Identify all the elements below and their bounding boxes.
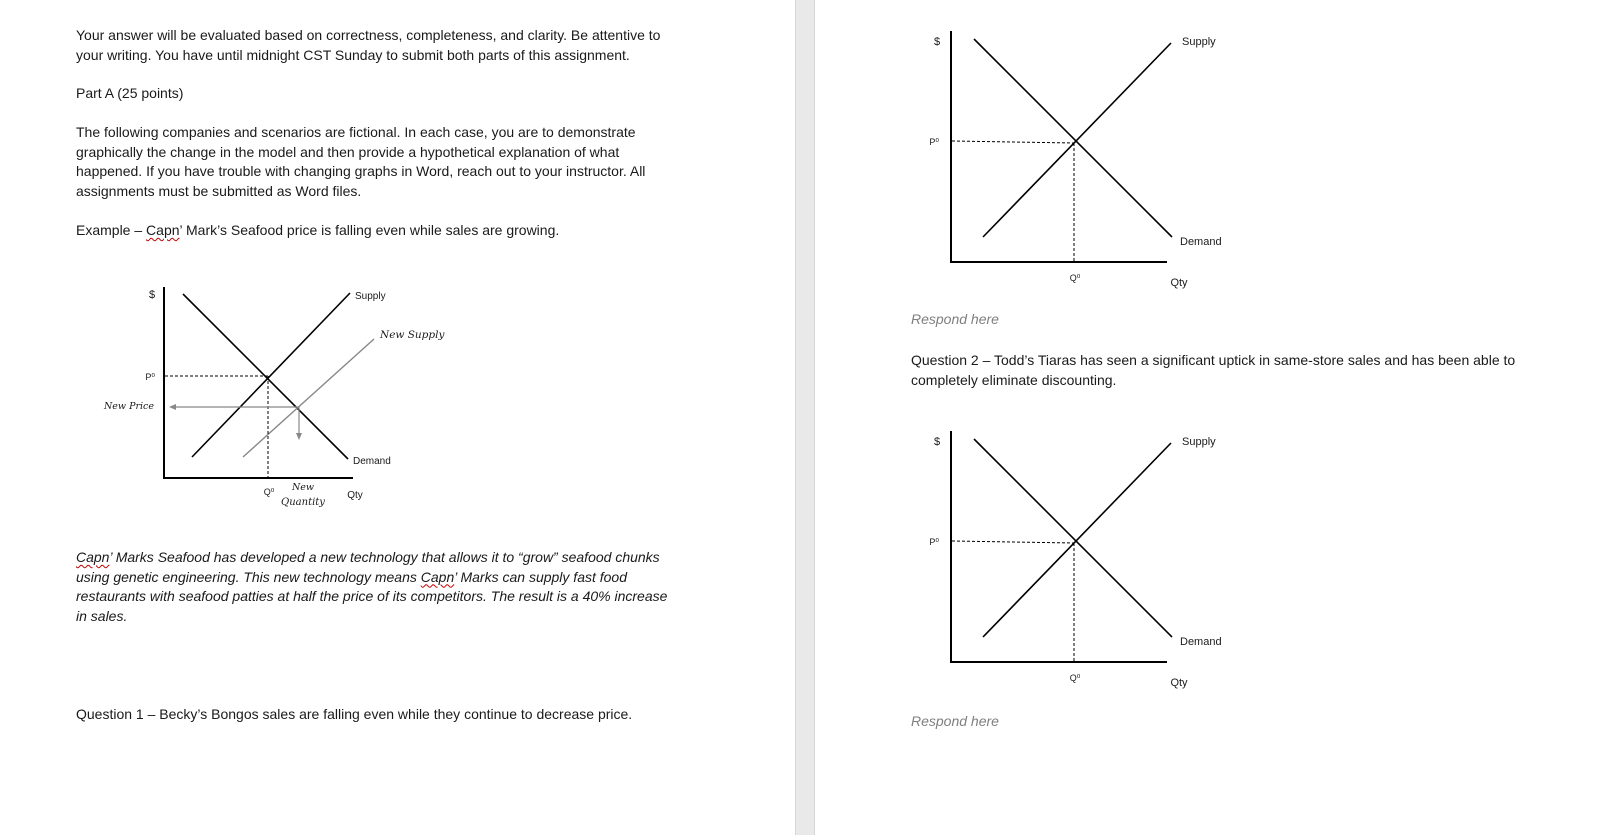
new-price-arrowhead [169, 404, 176, 410]
instructions-line: The following companies and scenarios are fictional. In each case, you are to demonstrate [76, 124, 636, 140]
demand-label: Demand [353, 456, 391, 467]
qty-label: Qty [1170, 277, 1188, 289]
spelling-flag-capn[interactable]: Capn [76, 549, 110, 565]
explanation-line: restaurants with seafood patties at half the price of its competitors. The result is a 40% increase [76, 588, 668, 604]
instructions-line: happened. If you have trouble with changing graphs in Word, reach out to your instructor. All [76, 163, 646, 179]
respond-here-placeholder-2[interactable]: Respond here [911, 713, 999, 729]
spelling-flag-capn[interactable]: Capn [420, 568, 455, 585]
spelling-flag-capn[interactable]: Capn [146, 222, 180, 238]
new-quantity-arrowhead [296, 433, 302, 440]
y-axis-dollar-label: $ [148, 289, 156, 301]
explanation-line: using genetic engineering. This new technology means Capn’ Marks can supply fast food [76, 568, 628, 585]
example-explanation-paragraph[interactable] [76, 548, 667, 626]
question-2-supply-demand-graph[interactable] [815, 400, 1615, 700]
demand-curve [974, 439, 1172, 637]
instructions-line: graphically the change in the model and then provide a hypothetical explanation of what [76, 143, 620, 160]
question-2-line: Question 2 – Todd’s Tiaras has seen a significant uptick in same-store sales and has been able to [911, 352, 1516, 368]
part-a-heading[interactable]: Part A (25 points) [76, 85, 184, 101]
document-page-left [0, 0, 795, 835]
q0-label: Q⁰ [263, 487, 275, 497]
new-supply-label: New Supply [380, 329, 445, 341]
question-1[interactable]: Question 1 – Becky’s Bongos sales are falling even while they continue to decrease price. [76, 706, 633, 722]
new-price-label: New Price [103, 401, 154, 412]
page-gutter [795, 0, 815, 835]
instructions-line: assignments must be submitted as Word files. [76, 182, 362, 199]
qty-label: Qty [347, 490, 363, 501]
new-quantity-label-line2: Quantity [281, 497, 325, 508]
supply-label: Supply [355, 291, 386, 302]
question-1-supply-demand-graph[interactable] [815, 0, 1615, 300]
supply-label: Supply [1182, 36, 1216, 48]
q0-label: Q⁰ [1069, 273, 1081, 283]
new-supply-curve [243, 339, 374, 457]
respond-here-placeholder-1[interactable]: Respond here [911, 311, 999, 327]
example-prefix: Example – [76, 222, 147, 238]
example-suffix: ’ Mark’s Seafood price is falling even while sales are growing. [179, 222, 560, 238]
demand-curve [974, 39, 1172, 237]
question-2[interactable] [911, 351, 1515, 390]
y-axis-dollar-label: $ [933, 36, 941, 48]
p0-label: P⁰ [929, 537, 939, 547]
p0-label: P⁰ [929, 137, 939, 147]
p0-guide-line [952, 541, 1074, 543]
intro-line: Your answer will be evaluated based on correctness, completeness, and clarity. Be attentive to [76, 27, 661, 43]
new-quantity-label-line1: New [291, 482, 315, 493]
qty-label: Qty [1170, 677, 1188, 689]
intro-line: your writing. You have until midnight CST Sunday to submit both parts of this assignment. [76, 46, 630, 63]
explanation-line: Capn’ Marks Seafood has developed a new technology that allows it to “grow” seafood chunks [76, 549, 660, 565]
demand-label: Demand [1180, 636, 1222, 648]
explanation-line: in sales. [76, 607, 128, 624]
supply-label: Supply [1182, 436, 1216, 448]
q0-label: Q⁰ [1069, 673, 1081, 683]
p0-guide-line [952, 141, 1074, 143]
p0-label: P⁰ [145, 372, 155, 382]
y-axis-dollar-label: $ [933, 436, 941, 448]
document-page-right [815, 0, 1615, 835]
demand-label: Demand [1180, 236, 1222, 248]
question-2-line: completely eliminate discounting. [911, 371, 1117, 388]
